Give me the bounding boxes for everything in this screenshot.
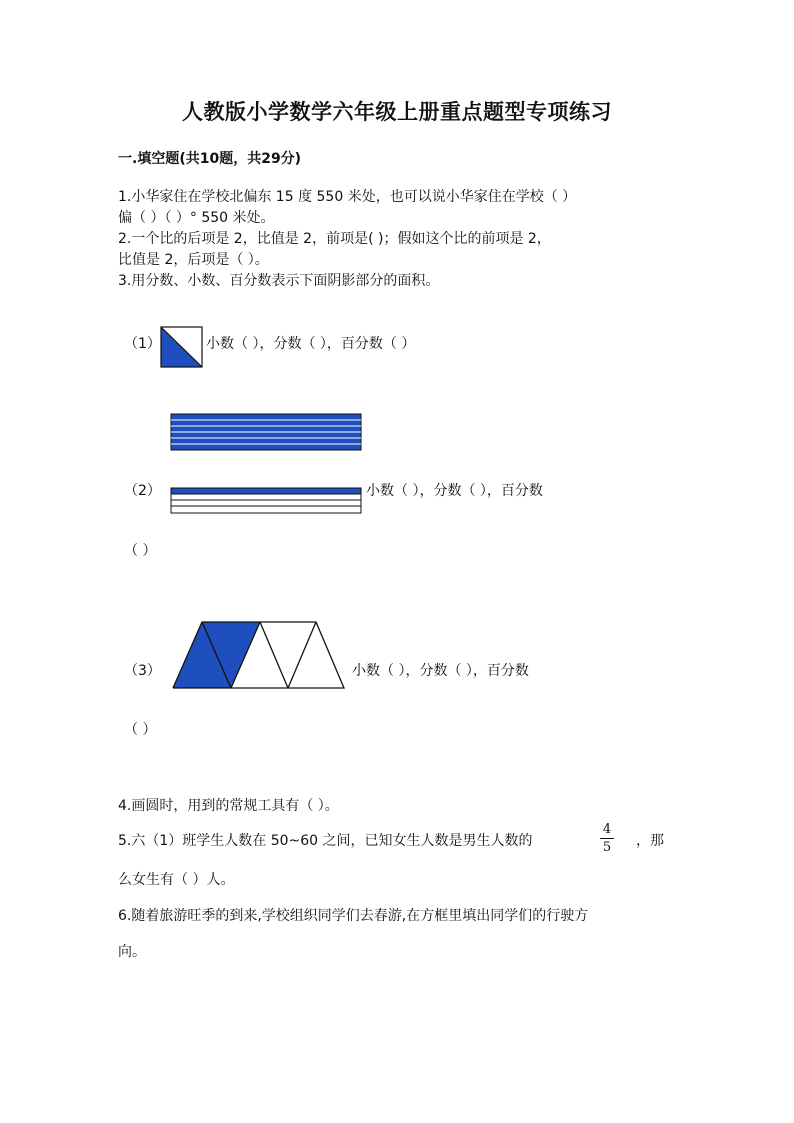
q5-line2: 么女生有（ ）人。: [118, 872, 235, 888]
q6-line2: 向。: [118, 944, 146, 960]
q3-part2-text: 小数（ ），分数（ ），百分数: [366, 483, 543, 499]
q3-part1-label: （1）: [124, 336, 161, 352]
q5-line1-after: ，那: [636, 833, 664, 849]
triangle-strip-figure: [170, 620, 348, 692]
q4-text: 4.画圆时，用到的常规工具有（ ）。: [118, 798, 339, 814]
q3-part3-text: 小数（ ），分数（ ），百分数: [352, 663, 529, 679]
q2-line2: 比值是 2，后项是（ ）。: [118, 252, 269, 268]
q3-part3-wrap: （ ）: [124, 722, 157, 738]
q3-stem: 3.用分数、小数、百分数表示下面阴影部分的面积。: [118, 273, 440, 289]
q3-part2-wrap: （ ）: [124, 543, 157, 559]
fraction-numerator: 4: [602, 822, 612, 837]
q2-line1: 2.一个比的后项是 2，比值是 2，前项是( )；假如这个比的前项是 2，: [118, 231, 551, 247]
q6-line1: 6.随着旅游旺季的到来,学校组织同学们去春游,在方框里填出同学们的行驶方: [118, 908, 589, 924]
full-stripe-bar: [170, 413, 364, 453]
q3-part2-label: （2）: [124, 483, 161, 499]
square-diagonal-figure: [160, 326, 204, 368]
section-heading: 一.填空题(共10题，共29分): [118, 151, 302, 167]
q3-part1-text: 小数（ ），分数（ ），百分数（ ）: [206, 336, 416, 352]
partial-bar-fill: [171, 488, 361, 494]
partial-stripe-bar: [170, 487, 364, 515]
q3-part3-label: （3）: [124, 663, 161, 679]
page-title: 人教版小学数学六年级上册重点题型专项练习: [182, 99, 612, 124]
q1-line1: 1.小华家住在学校北偏东 15 度 550 米处，也可以说小华家住在学校（ ）: [118, 189, 577, 205]
q5-line1: 5.六（1）班学生人数在 50~60 之间，已知女生人数是男生人数的: [118, 833, 533, 849]
fraction-denominator: 5: [602, 840, 612, 855]
q1-line2: 偏（ ）（ ）° 550 米处。: [118, 210, 275, 226]
q5-fraction: [600, 822, 614, 855]
